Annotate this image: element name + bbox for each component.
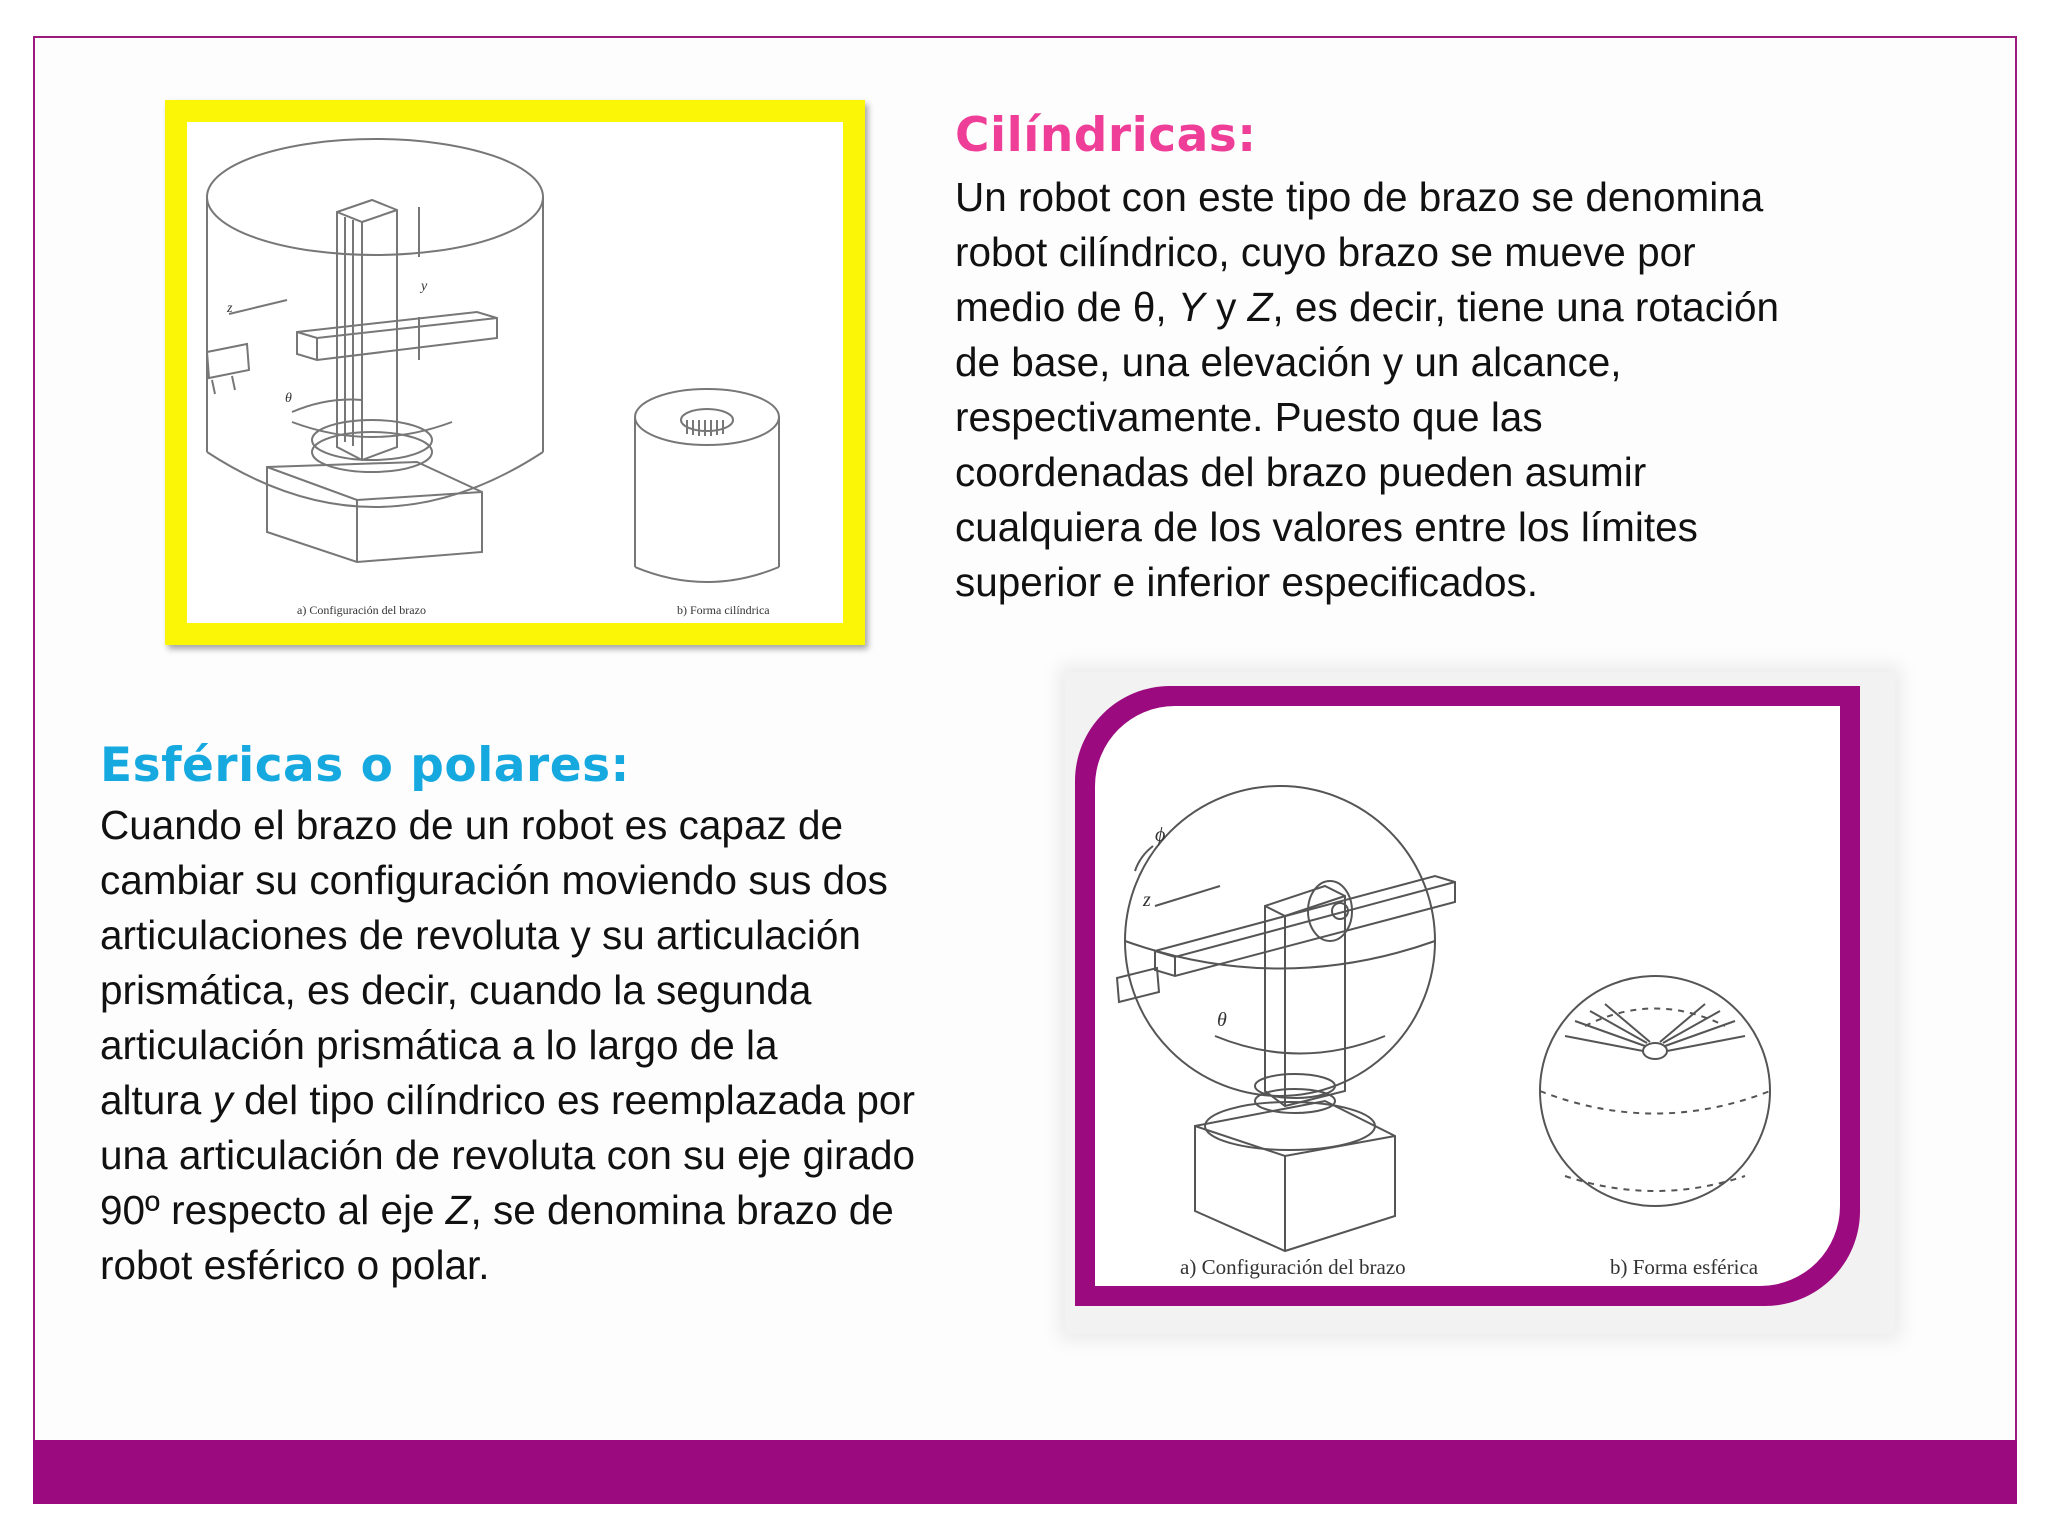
text-line: coordenadas del brazo pueden asumir xyxy=(955,449,1647,495)
gripper xyxy=(207,344,249,394)
label-theta: θ xyxy=(285,391,292,406)
label-z: z xyxy=(227,301,233,316)
text-line: articulaciones de revoluta y su articulación xyxy=(100,912,861,958)
caption-b: b) Forma cilíndrica xyxy=(677,603,770,617)
footer-bar xyxy=(33,1440,2017,1504)
caption-a: a) Configuración del brazo xyxy=(1180,1255,1406,1279)
heading-esfericas: Esféricas o polares: xyxy=(100,738,630,793)
text-line: una articulación de revoluta con su eje girado xyxy=(100,1132,916,1178)
cylindrical-figure-canvas xyxy=(187,122,843,623)
spherical-figure-canvas xyxy=(1095,706,1840,1286)
cylindrical-robot-figure xyxy=(165,100,865,645)
text-line: cambiar su configuración moviendo sus dos xyxy=(100,857,888,903)
cylindrical-robot-drawing xyxy=(187,122,843,623)
text-line: 90º respecto al eje Z, se denomina brazo de xyxy=(100,1187,894,1233)
text-cilindricas xyxy=(955,170,1965,610)
base-block xyxy=(267,462,482,562)
spherical-robot-drawing xyxy=(1095,706,1840,1286)
gripper xyxy=(1117,968,1159,1002)
text-line: Un robot con este tipo de brazo se denomina xyxy=(955,174,1764,220)
base-block xyxy=(1195,1101,1395,1251)
heading-cilindricas: Cilíndricas: xyxy=(955,108,1257,163)
text-line: robot esférico o polar. xyxy=(100,1242,490,1288)
text-line: superior e inferior especificados. xyxy=(955,559,1539,605)
text-line: de base, una elevación y un alcance, xyxy=(955,339,1622,385)
text-line: articulación prismática a lo largo de la xyxy=(100,1022,778,1068)
label-phi: ϕ xyxy=(1155,824,1166,846)
text-line: cualquiera de los valores entre los límites xyxy=(955,504,1698,550)
label-theta: θ xyxy=(1217,1009,1227,1031)
text-esfericas xyxy=(100,798,1060,1293)
caption-b: b) Forma esférica xyxy=(1610,1255,1759,1279)
text-line: altura y del tipo cilíndrico es reemplazada por xyxy=(100,1077,915,1123)
label-y: y xyxy=(421,279,428,294)
spherical-robot-figure xyxy=(1075,686,1860,1306)
envelope-top xyxy=(207,139,543,255)
text-line: prismática, es decir, cuando la segunda xyxy=(100,967,812,1013)
text-line: robot cilíndrico, cuyo brazo se mueve por xyxy=(955,229,1696,275)
label-z: z xyxy=(1143,889,1151,911)
text-line: medio de θ, Y y Z, es decir, tiene una rotación xyxy=(955,284,1779,330)
caption-a: a) Configuración del brazo xyxy=(297,603,426,617)
text-line: respectivamente. Puesto que las xyxy=(955,394,1543,440)
text-line: Cuando el brazo de un robot es capaz de xyxy=(100,802,844,848)
envelope-sphere xyxy=(1125,786,1435,1096)
